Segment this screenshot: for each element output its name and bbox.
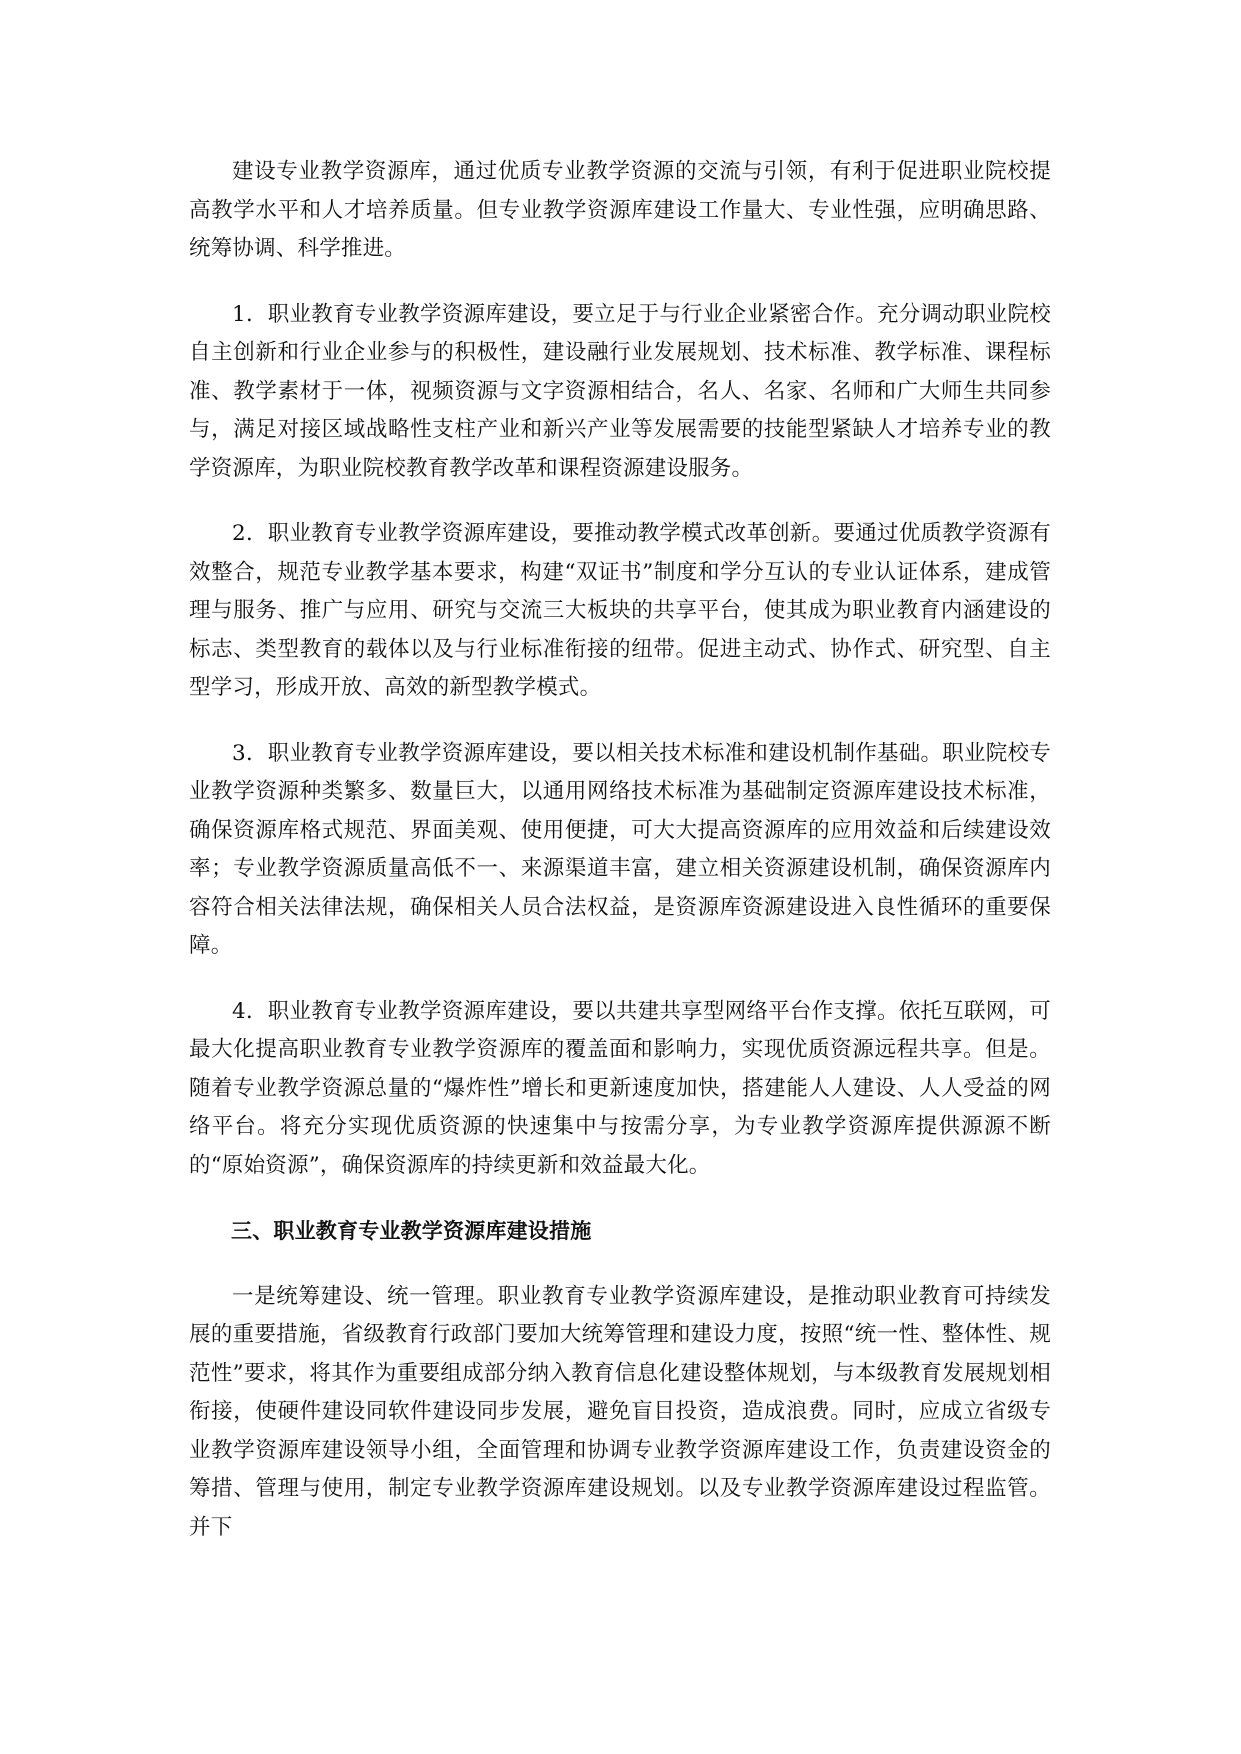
point-2-paragraph: 2．职业教育专业教学资源库建设，要推动教学模式改革创新。要通过优质教学资源有效整合，规范专业教学基本要求，构建“双证书”制度和学分互认的专业认证体系，建成管理与服务、推广与应用、研究与交流三大板块的共享平台，使其成为职业教育内涵建设的标志、类型教育的载体以及与行业标准衔接的纽带。促进主动式、协作式、研究型、自主型学习，形成开放、高效的新型教学模式。 [189, 521, 1051, 700]
section-heading: 三、职业教育专业教学资源库建设措施 [231, 1219, 592, 1243]
point-3-paragraph: 3．职业教育专业教学资源库建设，要以相关技术标准和建设机制作基础。职业院校专业教学资源种类繁多、数量巨大，以通用网络技术标准为基础制定资源库建设技术标准，确保资源库格式规范、界面美观、使用便捷，可大大提高资源库的应用效益和后续建设效率；专业教学资源质量高低不一、来源渠道丰富，建立相关资源建设机制，确保资源库内容符合相关法律法规，确保相关人员合法权益，是资源库资源建设进入良性循环的重要保障。 [189, 740, 1051, 958]
document-body [189, 153, 1051, 1547]
point-1-paragraph: 1．职业教育专业教学资源库建设，要立足于与行业企业紧密合作。充分调动职业院校自主创新和行业企业参与的积极性，建设融行业发展规划、技术标准、教学标准、课程标准、教学素材于一体，视频资源与文字资源相结合，名人、名家、名师和广大师生共同参与，满足对接区域战略性支柱产业和新兴产业等发展需要的技能型紧缺人才培养专业的教学资源库，为职业院校教育教学改革和课程资源建设服务。 [189, 301, 1051, 481]
measure-1-paragraph: 一是统筹建设、统一管理。职业教育专业教学资源库建设，是推动职业教育可持续发展的重要措施，省级教育行政部门要加大统筹管理和建设力度，按照“统一性、整体性、规范性”要求，将其作为重要组成部分纳入教育信息化建设整体规划，与本级教育发展规划相衔接，使硬件建设同软件建设同步发展，避免盲目投资，造成浪费。同时，应成立省级专业教学资源库建设领导小组，全面管理和协调专业教学资源库建设工作，负责建设资金的筹措、管理与使用，制定专业教学资源库建设规划。以及专业教学资源库建设过程监管。并下 [189, 1283, 1051, 1540]
intro-paragraph: 建设专业教学资源库，通过优质专业教学资源的交流与引领，有利于促进职业院校提高教学水平和人才培养质量。但专业教学资源库建设工作量大、专业性强，应明确思路、统筹协调、科学推进。 [189, 159, 1051, 261]
point-4-paragraph: 4．职业教育专业教学资源库建设，要以共建共享型网络平台作支撑。依托互联网，可最大化提高职业教育专业教学资源库的覆盖面和影响力，实现优质资源远程共享。但是。随着专业教学资源总量的“爆炸性”增长和更新速度加快，搭建能人人建设、人人受益的网络平台。将充分实现优质资源的快速集中与按需分享，为专业教学资源库提供源源不断的“原始资源”，确保资源库的持续更新和效益最大化。 [189, 998, 1051, 1178]
